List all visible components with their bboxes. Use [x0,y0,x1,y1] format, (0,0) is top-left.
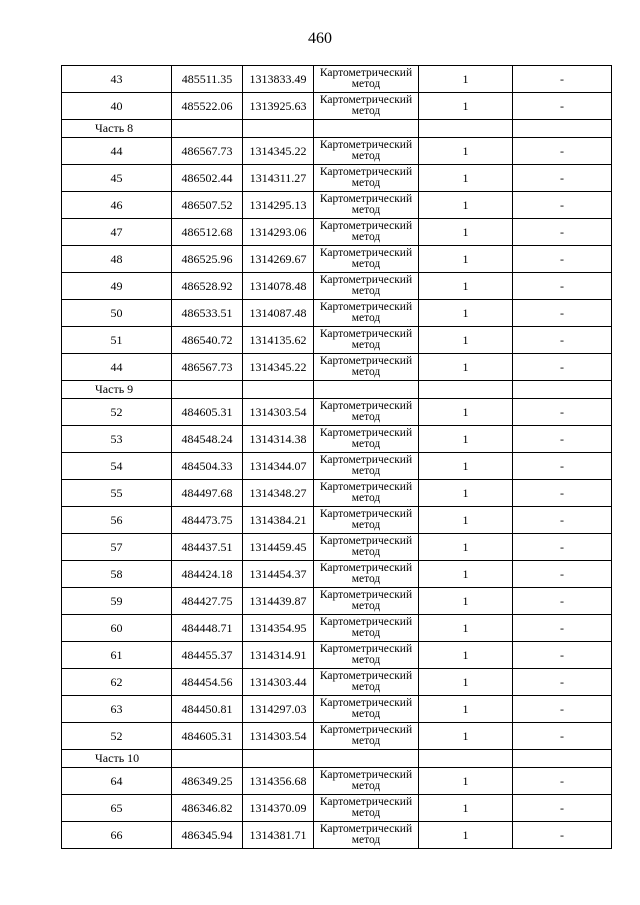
x-coordinate-cell: 484497.68 [172,480,243,507]
precision-cell: 1 [419,723,513,750]
precision-cell: 1 [419,399,513,426]
method-cell: Картометрический метод [314,399,419,426]
method-cell: Картометрический метод [314,354,419,381]
point-number-cell: 51 [62,327,172,354]
table-row [62,534,612,561]
x-coordinate-cell: 484424.18 [172,561,243,588]
method-cell: Картометрический метод [314,273,419,300]
method-cell: Картометрический метод [314,669,419,696]
y-coordinate-cell: 1314344.07 [243,453,314,480]
x-coordinate-cell: 486349.25 [172,768,243,795]
section-row [62,381,612,399]
precision-cell: 1 [419,768,513,795]
table-row [62,426,612,453]
y-coordinate-cell: 1314303.54 [243,723,314,750]
y-coordinate-cell: 1314295.13 [243,192,314,219]
method-cell: Картометрический метод [314,795,419,822]
y-coordinate-cell: 1314454.37 [243,561,314,588]
empty-cell [243,750,314,768]
point-number-cell: 46 [62,192,172,219]
table-row [62,696,612,723]
point-number-cell: 43 [62,66,172,93]
table-row [62,768,612,795]
note-cell: - [513,561,612,588]
note-cell: - [513,534,612,561]
method-cell: Картометрический метод [314,534,419,561]
x-coordinate-cell: 484437.51 [172,534,243,561]
table-row [62,246,612,273]
note-cell: - [513,327,612,354]
precision-cell: 1 [419,480,513,507]
y-coordinate-cell: 1313925.63 [243,93,314,120]
point-number-cell: 56 [62,507,172,534]
table-row [62,642,612,669]
note-cell: - [513,165,612,192]
y-coordinate-cell: 1313833.49 [243,66,314,93]
method-cell: Картометрический метод [314,246,419,273]
precision-cell: 1 [419,66,513,93]
x-coordinate-cell: 484448.71 [172,615,243,642]
precision-cell: 1 [419,192,513,219]
note-cell: - [513,273,612,300]
method-cell: Картометрический метод [314,615,419,642]
point-number-cell: 45 [62,165,172,192]
x-coordinate-cell: 486346.82 [172,795,243,822]
section-label: Часть 9 [62,381,172,399]
x-coordinate-cell: 484548.24 [172,426,243,453]
y-coordinate-cell: 1314078.48 [243,273,314,300]
note-cell: - [513,246,612,273]
x-coordinate-cell: 485511.35 [172,66,243,93]
point-number-cell: 64 [62,768,172,795]
precision-cell: 1 [419,273,513,300]
y-coordinate-cell: 1314459.45 [243,534,314,561]
point-number-cell: 59 [62,588,172,615]
precision-cell: 1 [419,615,513,642]
y-coordinate-cell: 1314314.91 [243,642,314,669]
y-coordinate-cell: 1314384.21 [243,507,314,534]
method-cell: Картометрический метод [314,561,419,588]
point-number-cell: 53 [62,426,172,453]
empty-cell [314,120,419,138]
precision-cell: 1 [419,354,513,381]
y-coordinate-cell: 1314297.03 [243,696,314,723]
note-cell: - [513,588,612,615]
point-number-cell: 55 [62,480,172,507]
note-cell: - [513,795,612,822]
empty-cell [172,750,243,768]
y-coordinate-cell: 1314348.27 [243,480,314,507]
precision-cell: 1 [419,696,513,723]
y-coordinate-cell: 1314135.62 [243,327,314,354]
empty-cell [419,120,513,138]
y-coordinate-cell: 1314345.22 [243,354,314,381]
x-coordinate-cell: 484605.31 [172,399,243,426]
point-number-cell: 54 [62,453,172,480]
table-row [62,561,612,588]
x-coordinate-cell: 484504.33 [172,453,243,480]
y-coordinate-cell: 1314087.48 [243,300,314,327]
table-row [62,669,612,696]
table-row [62,795,612,822]
note-cell: - [513,66,612,93]
note-cell: - [513,615,612,642]
x-coordinate-cell: 486567.73 [172,138,243,165]
precision-cell: 1 [419,507,513,534]
method-cell: Картометрический метод [314,723,419,750]
precision-cell: 1 [419,246,513,273]
y-coordinate-cell: 1314356.68 [243,768,314,795]
x-coordinate-cell: 486567.73 [172,354,243,381]
y-coordinate-cell: 1314345.22 [243,138,314,165]
point-number-cell: 63 [62,696,172,723]
point-number-cell: 66 [62,822,172,849]
precision-cell: 1 [419,219,513,246]
x-coordinate-cell: 486528.92 [172,273,243,300]
precision-cell: 1 [419,300,513,327]
point-number-cell: 62 [62,669,172,696]
precision-cell: 1 [419,138,513,165]
method-cell: Картометрический метод [314,507,419,534]
point-number-cell: 60 [62,615,172,642]
method-cell: Картометрический метод [314,480,419,507]
table-row [62,138,612,165]
y-coordinate-cell: 1314381.71 [243,822,314,849]
x-coordinate-cell: 484454.56 [172,669,243,696]
coordinates-table-body [62,66,612,849]
empty-cell [314,381,419,399]
method-cell: Картометрический метод [314,822,419,849]
point-number-cell: 52 [62,723,172,750]
x-coordinate-cell: 486512.68 [172,219,243,246]
note-cell: - [513,480,612,507]
point-number-cell: 44 [62,138,172,165]
precision-cell: 1 [419,426,513,453]
precision-cell: 1 [419,327,513,354]
empty-cell [243,120,314,138]
x-coordinate-cell: 486540.72 [172,327,243,354]
y-coordinate-cell: 1314293.06 [243,219,314,246]
table-row [62,399,612,426]
x-coordinate-cell: 485522.06 [172,93,243,120]
x-coordinate-cell: 484473.75 [172,507,243,534]
point-number-cell: 48 [62,246,172,273]
point-number-cell: 61 [62,642,172,669]
precision-cell: 1 [419,165,513,192]
note-cell: - [513,354,612,381]
page-number: 460 [308,30,332,47]
y-coordinate-cell: 1314370.09 [243,795,314,822]
x-coordinate-cell: 486533.51 [172,300,243,327]
x-coordinate-cell: 484450.81 [172,696,243,723]
y-coordinate-cell: 1314439.87 [243,588,314,615]
note-cell: - [513,768,612,795]
method-cell: Картометрический метод [314,327,419,354]
x-coordinate-cell: 484605.31 [172,723,243,750]
table-row [62,453,612,480]
precision-cell: 1 [419,822,513,849]
empty-cell [314,750,419,768]
coordinates-table [61,65,612,849]
point-number-cell: 57 [62,534,172,561]
precision-cell: 1 [419,642,513,669]
point-number-cell: 44 [62,354,172,381]
note-cell: - [513,138,612,165]
empty-cell [419,750,513,768]
method-cell: Картометрический метод [314,768,419,795]
point-number-cell: 50 [62,300,172,327]
table-row [62,165,612,192]
note-cell: - [513,696,612,723]
precision-cell: 1 [419,534,513,561]
table-row [62,354,612,381]
point-number-cell: 49 [62,273,172,300]
table-row [62,615,612,642]
table-row [62,507,612,534]
note-cell: - [513,426,612,453]
point-number-cell: 52 [62,399,172,426]
note-cell: - [513,822,612,849]
note-cell: - [513,507,612,534]
note-cell: - [513,669,612,696]
y-coordinate-cell: 1314303.44 [243,669,314,696]
empty-cell [172,381,243,399]
precision-cell: 1 [419,561,513,588]
note-cell: - [513,192,612,219]
section-label: Часть 8 [62,120,172,138]
method-cell: Картометрический метод [314,219,419,246]
method-cell: Картометрический метод [314,696,419,723]
method-cell: Картометрический метод [314,642,419,669]
note-cell: - [513,219,612,246]
table-row [62,300,612,327]
x-coordinate-cell: 484455.37 [172,642,243,669]
note-cell: - [513,723,612,750]
x-coordinate-cell: 486525.96 [172,246,243,273]
precision-cell: 1 [419,669,513,696]
table-row [62,219,612,246]
method-cell: Картометрический метод [314,453,419,480]
method-cell: Картометрический метод [314,165,419,192]
empty-cell [243,381,314,399]
point-number-cell: 47 [62,219,172,246]
x-coordinate-cell: 486502.44 [172,165,243,192]
empty-cell [513,381,612,399]
method-cell: Картометрический метод [314,426,419,453]
method-cell: Картометрический метод [314,588,419,615]
point-number-cell: 40 [62,93,172,120]
precision-cell: 1 [419,93,513,120]
table-row [62,723,612,750]
y-coordinate-cell: 1314303.54 [243,399,314,426]
empty-cell [513,120,612,138]
table-row [62,273,612,300]
table-row [62,588,612,615]
note-cell: - [513,300,612,327]
table-row [62,822,612,849]
method-cell: Картометрический метод [314,192,419,219]
table-row [62,192,612,219]
precision-cell: 1 [419,453,513,480]
empty-cell [419,381,513,399]
method-cell: Картометрический метод [314,93,419,120]
y-coordinate-cell: 1314314.38 [243,426,314,453]
precision-cell: 1 [419,588,513,615]
empty-cell [513,750,612,768]
precision-cell: 1 [419,795,513,822]
section-label: Часть 10 [62,750,172,768]
note-cell: - [513,453,612,480]
method-cell: Картометрический метод [314,138,419,165]
section-row [62,120,612,138]
table-row [62,480,612,507]
note-cell: - [513,93,612,120]
method-cell: Картометрический метод [314,66,419,93]
table-row [62,66,612,93]
x-coordinate-cell: 486345.94 [172,822,243,849]
y-coordinate-cell: 1314354.95 [243,615,314,642]
point-number-cell: 58 [62,561,172,588]
point-number-cell: 65 [62,795,172,822]
empty-cell [172,120,243,138]
table-row [62,93,612,120]
x-coordinate-cell: 486507.52 [172,192,243,219]
method-cell: Картометрический метод [314,300,419,327]
note-cell: - [513,642,612,669]
section-row [62,750,612,768]
note-cell: - [513,399,612,426]
y-coordinate-cell: 1314311.27 [243,165,314,192]
y-coordinate-cell: 1314269.67 [243,246,314,273]
table-row [62,327,612,354]
x-coordinate-cell: 484427.75 [172,588,243,615]
